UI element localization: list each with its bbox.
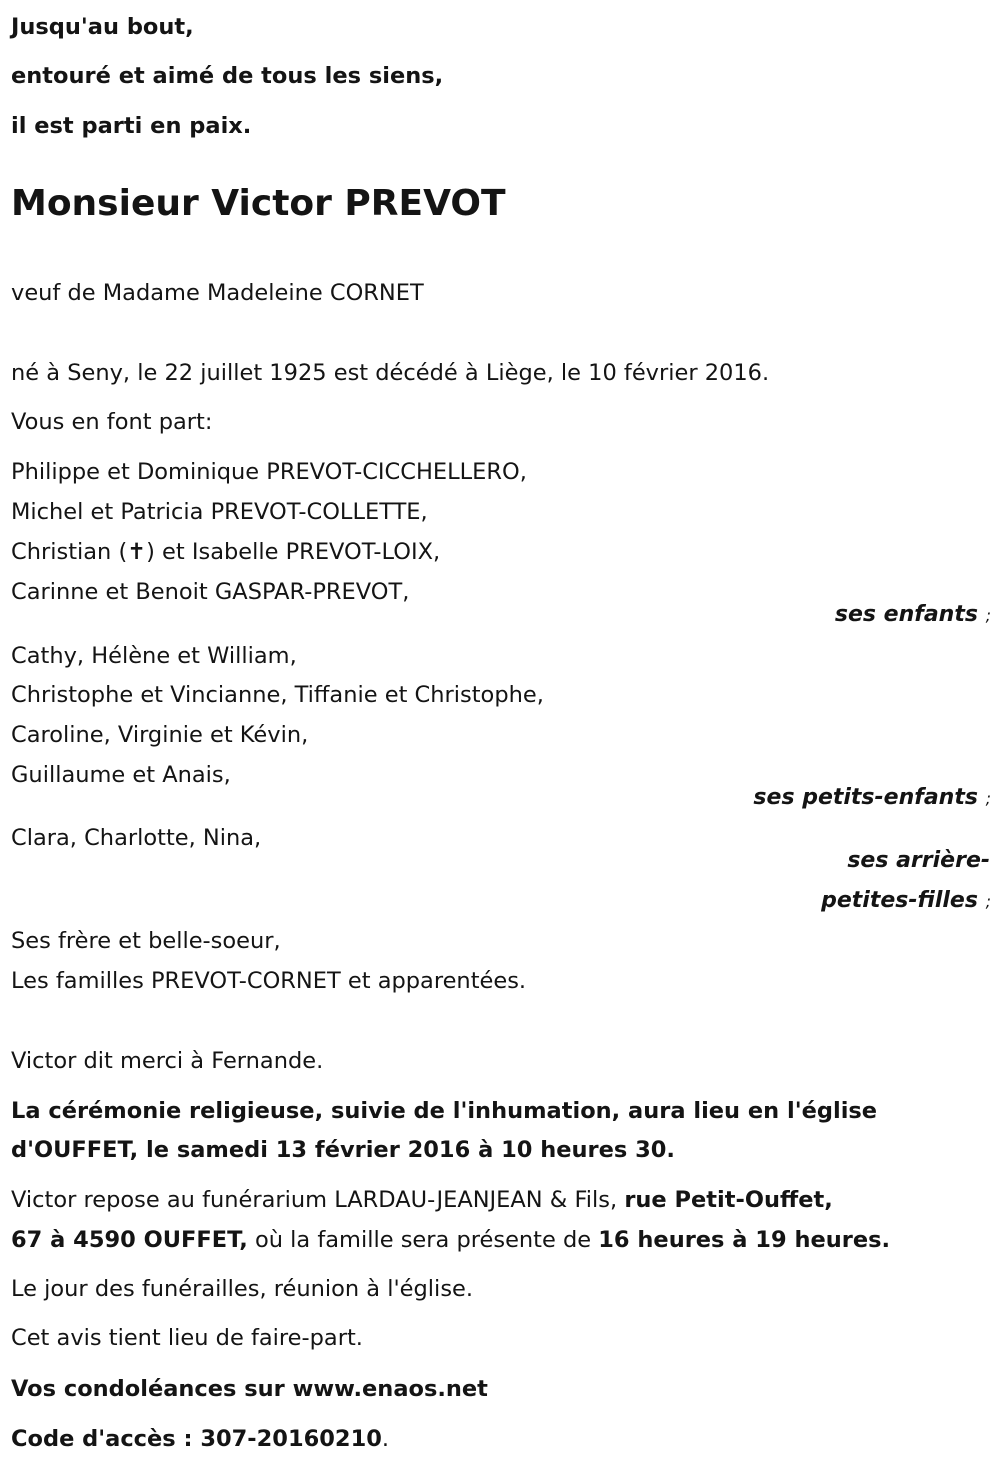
family-line-2: Les familles PREVOT-CORNET et apparentées. bbox=[11, 968, 527, 994]
notice-line: Cet avis tient lieu de faire-part. bbox=[11, 1325, 363, 1351]
announce-intro: Vous en font part: bbox=[11, 409, 213, 435]
thanks-line: Victor dit merci à Fernande. bbox=[11, 1048, 324, 1074]
access-code-period: . bbox=[381, 1426, 390, 1452]
access-code: Code d'accès : 307-20160210 bbox=[11, 1426, 382, 1452]
great-grandchildren-name-1: Clara, Charlotte, Nina, bbox=[11, 825, 262, 851]
children-label-text: ses enfants bbox=[834, 602, 978, 627]
grandchildren-label-text: ses petits-enfants bbox=[753, 785, 978, 810]
repose-line-1 bbox=[11, 1186, 833, 1214]
access-code-line bbox=[11, 1425, 389, 1453]
repose-line-2 bbox=[11, 1226, 890, 1254]
grandchildren-name-4: Guillaume et Anais, bbox=[11, 762, 231, 788]
intro-line-3: il est parti en paix. bbox=[11, 113, 252, 139]
children-separator: ; bbox=[985, 606, 991, 625]
great-grandchildren-label-text: petites-filles bbox=[821, 888, 978, 913]
repose-hours: 16 heures à 19 heures. bbox=[598, 1227, 891, 1253]
ceremony-line-2: d'OUFFET, le samedi 13 février 2016 à 10 heures 30. bbox=[11, 1137, 675, 1163]
obituary-notice bbox=[11, 0, 991, 1469]
great-grandchildren-label-line-2 bbox=[821, 887, 991, 916]
intro-line-2: entouré et aimé de tous les siens, bbox=[11, 63, 444, 89]
grandchildren-name-2: Christophe et Vincianne, Tiffanie et Christophe, bbox=[11, 682, 544, 708]
grandchildren-label bbox=[753, 784, 991, 813]
repose-address-2: 67 à 4590 OUFFET, bbox=[11, 1227, 248, 1253]
children-name-1: Philippe et Dominique PREVOT-CICCHELLERO, bbox=[11, 459, 527, 485]
condolences-line: Vos condoléances sur www.enaos.net bbox=[11, 1376, 488, 1402]
grandchildren-name-3: Caroline, Virginie et Kévin, bbox=[11, 722, 309, 748]
deceased-name: Monsieur Victor PREVOT bbox=[11, 183, 506, 224]
family-line-1: Ses frère et belle-soeur, bbox=[11, 928, 281, 954]
repose-address-1: rue Petit-Ouffet, bbox=[624, 1187, 833, 1213]
widower-line: veuf de Madame Madeleine CORNET bbox=[11, 280, 424, 306]
children-name-2: Michel et Patricia PREVOT-COLLETTE, bbox=[11, 499, 428, 525]
children-label bbox=[835, 601, 991, 630]
great-grandchildren-label-line-1: ses arrière- bbox=[847, 848, 990, 873]
children-name-4: Carinne et Benoit GASPAR-PREVOT, bbox=[11, 579, 410, 605]
children-name-3: Christian (✝) et Isabelle PREVOT-LOIX, bbox=[11, 539, 441, 565]
intro-line-1: Jusqu'au bout, bbox=[11, 14, 194, 40]
repose-text-1: Victor repose au funérarium LARDAU-JEANJEAN & Fils, bbox=[11, 1187, 625, 1213]
ceremony-line-1: La cérémonie religieuse, suivie de l'inhumation, aura lieu en l'église bbox=[11, 1098, 878, 1124]
repose-text-2: où la famille sera présente de bbox=[247, 1227, 599, 1253]
grandchildren-separator: ; bbox=[985, 789, 991, 808]
birth-death-line: né à Seny, le 22 juillet 1925 est décédé à Liège, le 10 février 2016. bbox=[11, 360, 770, 386]
grandchildren-name-1: Cathy, Hélène et William, bbox=[11, 643, 297, 669]
funeral-day-line: Le jour des funérailles, réunion à l'église. bbox=[11, 1276, 474, 1302]
great-grandchildren-separator: ; bbox=[985, 892, 991, 911]
